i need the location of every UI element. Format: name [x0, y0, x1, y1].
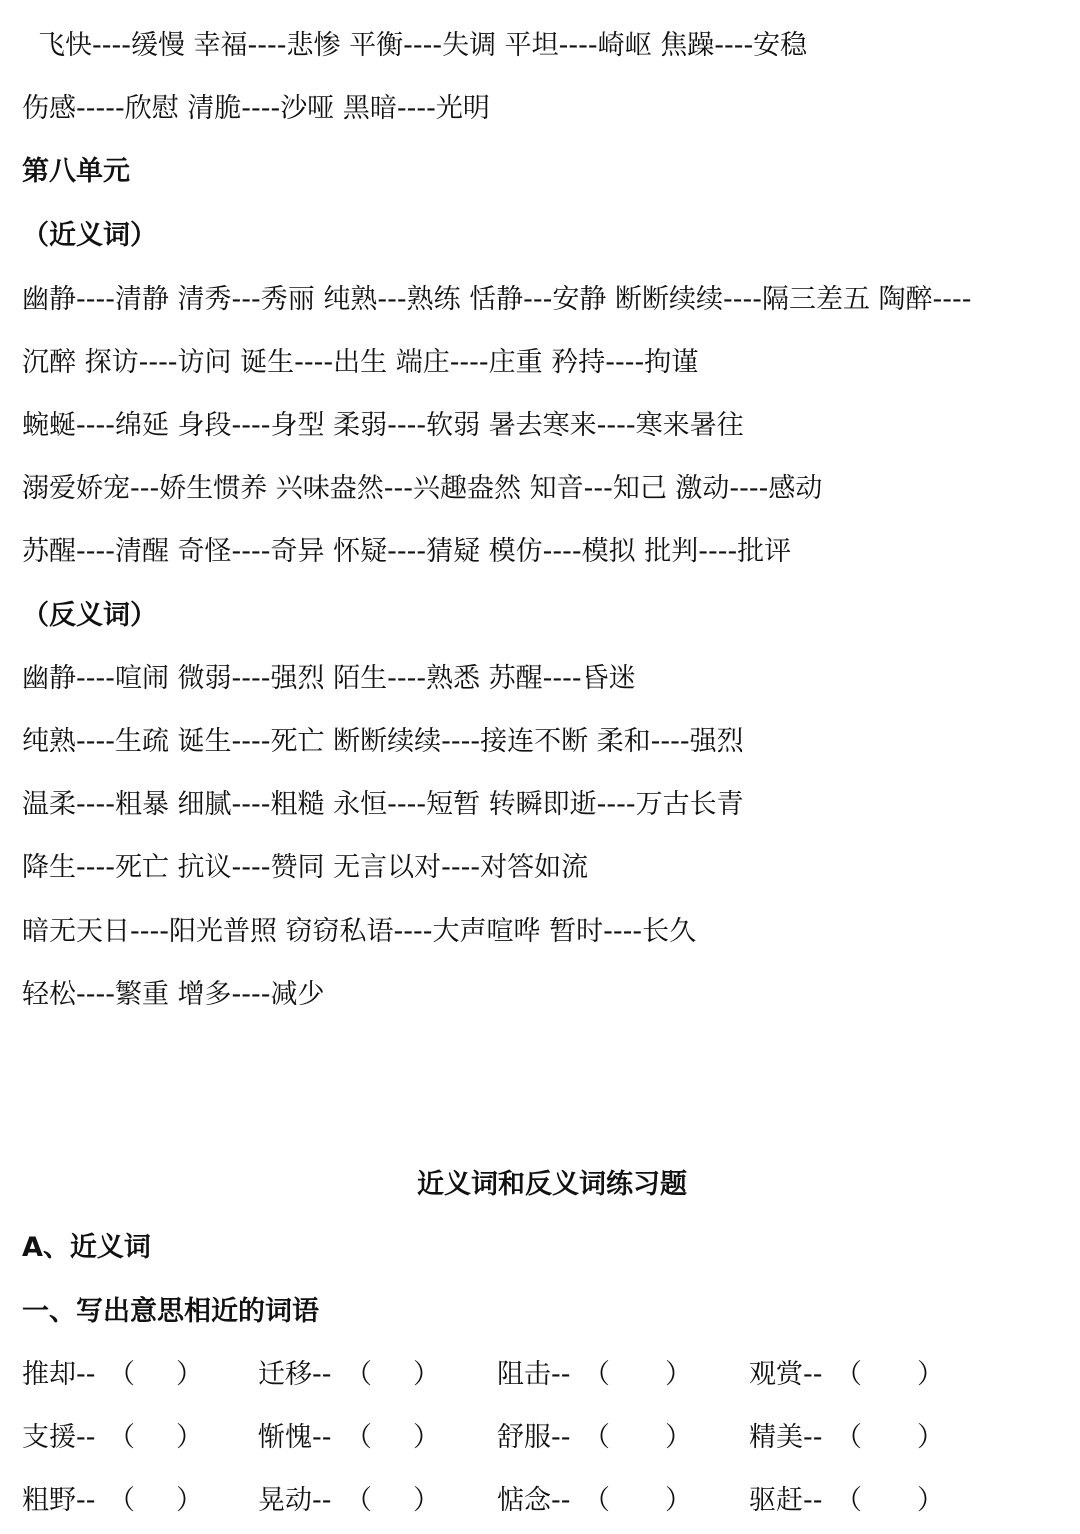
exercise-row [0, 1355, 1080, 1395]
paren-close: ） [665, 1422, 692, 1453]
exercise-row [0, 1418, 1080, 1458]
unit-heading: 第八单元 [22, 156, 130, 187]
paren-close: ） [665, 1359, 692, 1390]
paren-open: （ [108, 1485, 135, 1516]
synonym-line: 蜿蜒----绵延 身段----身型 柔弱----软弱 暑去寒来----寒来暑往 [22, 410, 744, 441]
paren-open: （ [835, 1359, 862, 1390]
paren-close: ） [917, 1485, 944, 1516]
exercise-word: 迁移-- [258, 1359, 332, 1390]
synonym-line: 苏醒----清醒 奇怪----奇异 怀疑----猜疑 模仿----模拟 批判----批评 [22, 536, 792, 567]
antonym-line: 轻松----繁重 增多----减少 [22, 979, 325, 1010]
exercise-row [0, 1481, 1080, 1521]
synonym-line: 溺爱娇宠---娇生惯养 兴味盎然---兴趣盎然 知音---知己 激动----感动 [22, 473, 823, 504]
paren-close: ） [413, 1422, 440, 1453]
paren-close: ） [413, 1359, 440, 1390]
paren-close: ） [176, 1485, 203, 1516]
exercise-word: 粗野-- [22, 1485, 96, 1516]
paren-close: ） [413, 1485, 440, 1516]
paren-open: （ [108, 1422, 135, 1453]
antonym-line: 幽静----喧闹 微弱----强烈 陌生----熟悉 苏醒----昏迷 [22, 663, 636, 694]
text-line: 飞快----缓慢 幸福----悲惨 平衡----失调 平坦----崎岖 焦躁----安稳 [38, 30, 808, 61]
antonym-line: 暗无天日----阳光普照 窃窃私语----大声喧哗 暂时----长久 [22, 916, 697, 947]
synonyms-heading: （近义词） [22, 220, 157, 251]
exercise-word: 支援-- [22, 1422, 96, 1453]
paren-close: ） [176, 1422, 203, 1453]
paren-close: ） [665, 1485, 692, 1516]
antonym-line: 降生----死亡 抗议----赞同 无言以对----对答如流 [22, 852, 589, 883]
section-a-heading: A、近义词 [22, 1232, 151, 1263]
synonym-line: 幽静----清静 清秀---秀丽 纯熟---熟练 恬静---安静 断断续续----隔三差五 陶醉---- [22, 284, 972, 315]
exercise-title: 近义词和反义词练习题 [417, 1169, 687, 1200]
exercise-word: 精美-- [749, 1422, 823, 1453]
paren-open: （ [583, 1359, 610, 1390]
paren-open: （ [345, 1485, 372, 1516]
exercise-word: 驱赶-- [749, 1485, 823, 1516]
exercise-word: 阻击-- [497, 1359, 571, 1390]
paren-open: （ [345, 1422, 372, 1453]
paren-open: （ [108, 1359, 135, 1390]
paren-close: ） [917, 1422, 944, 1453]
paren-open: （ [345, 1359, 372, 1390]
paren-close: ） [176, 1359, 203, 1390]
antonym-line: 温柔----粗暴 细腻----粗糙 永恒----短暂 转瞬即逝----万古长青 [22, 789, 744, 820]
exercise-word: 舒服-- [497, 1422, 571, 1453]
antonyms-heading: （反义词） [22, 600, 157, 631]
paren-close: ） [917, 1359, 944, 1390]
paren-open: （ [835, 1422, 862, 1453]
exercise-word: 惦念-- [497, 1485, 571, 1516]
synonym-line: 沉醉 探访----访问 诞生----出生 端庄----庄重 矜持----拘谨 [22, 347, 699, 378]
exercise-word: 惭愧-- [258, 1422, 332, 1453]
part-one-heading: 一、写出意思相近的词语 [22, 1296, 319, 1327]
exercise-word: 观赏-- [749, 1359, 823, 1390]
text-line: 伤感-----欣慰 清脆----沙哑 黑暗----光明 [22, 93, 490, 124]
paren-open: （ [583, 1485, 610, 1516]
exercise-word: 推却-- [22, 1359, 96, 1390]
paren-open: （ [835, 1485, 862, 1516]
exercise-word: 晃动-- [258, 1485, 332, 1516]
paren-open: （ [583, 1422, 610, 1453]
antonym-line: 纯熟----生疏 诞生----死亡 断断续续----接连不断 柔和----强烈 [22, 726, 744, 757]
